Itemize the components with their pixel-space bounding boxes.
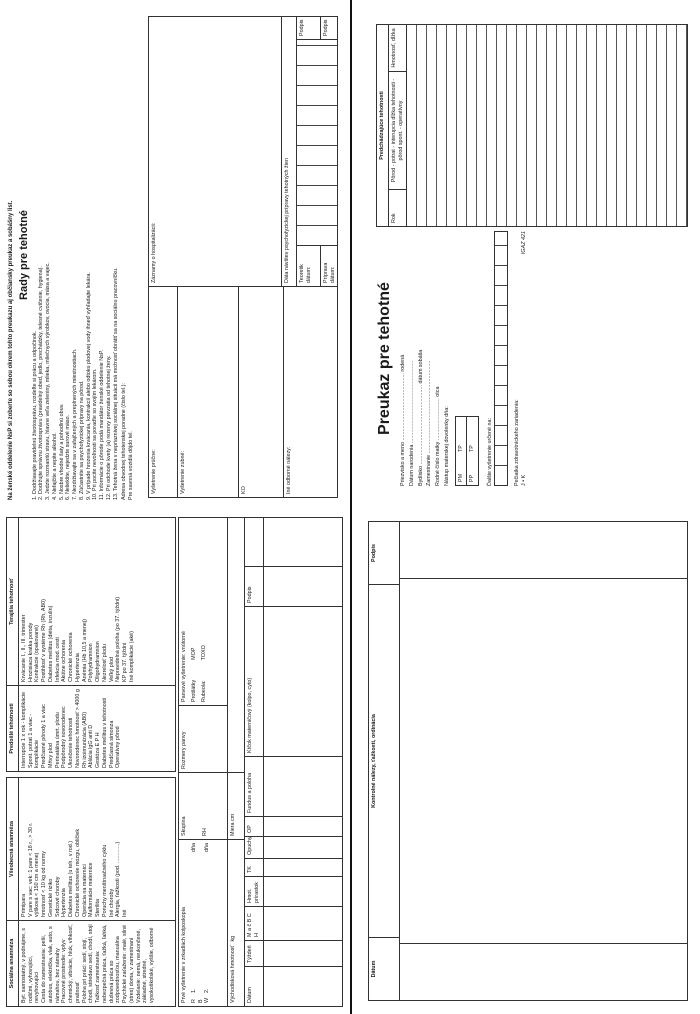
exam-table-header <box>245 518 264 1006</box>
pred-item: Interrupcie 1 x rok - komplikácie <box>20 691 27 768</box>
pred-item: Podpôrodný novorodenec <box>61 706 68 768</box>
pred-item: Novorodenec hmotnosť > 4000 g <box>74 689 81 768</box>
exam-col-cells <box>264 966 343 1006</box>
pred-item: Rh izoimunizácia (AB0) <box>81 711 88 768</box>
preukaz-field: Rodné číslo matky ............................ otca <box>435 386 441 486</box>
exam-form <box>148 16 338 498</box>
hospitalizacia-label: Záznamy o hospitalizácii: <box>149 17 282 286</box>
left-top-panel <box>0 0 350 507</box>
exam-col-cells <box>264 566 343 606</box>
pred-item: Operatívny pôrod <box>115 726 122 768</box>
tera-item: Veľký plod <box>108 657 115 682</box>
dalsie-label: Ďalšie vyšetrenie určené na: <box>487 417 493 486</box>
miera-label: Miera cm <box>228 772 244 839</box>
teoria-label: Teoretik dátum: <box>297 246 321 286</box>
podpis-label-2: Podpis <box>323 19 329 36</box>
gen-anamnesis-item: Srdcové choroby <box>54 876 61 917</box>
soc-anamnesis-item: Cesta do zamestnania: peši, autobus, električka, vlak, auto, s námahou, bez námahy <box>41 926 61 1003</box>
kg-label: kg <box>230 935 236 942</box>
pred-item: Predčasné pôrody 1 a viac <box>41 704 47 768</box>
tera-item: Iné komplikácie (aké) <box>128 631 135 682</box>
gen-anamnesis-item: Alergia, ťažkosti (pod. .............) <box>115 841 122 917</box>
tera-item: Hrozisiaca kratka porody <box>27 622 34 682</box>
preukaz-field: Nástup materskej dovolenky dňa: <box>443 406 450 486</box>
exam-col-header: Hmot. prírastok <box>245 876 263 906</box>
rule-item: 1. Dodržiavajte pravidelnú životosprávu, rozdeľte si prácu a odpočinok. <box>31 330 38 500</box>
rh-label: RH <box>201 828 208 836</box>
rule-item: 9. V prípade hrozenia krvácania, kontrakcií alebo odtoku plodovej vody ihneď vyhľadajte lekára. <box>85 272 92 500</box>
gen-anamnesis-item: Iné choroby <box>108 888 115 917</box>
preukaz-field: Dátum narodenia ....................................................... <box>408 360 415 486</box>
gen-anamnesis-item: Poruchy menštruačného cyklu <box>101 844 108 917</box>
tera-item: Chronické ochorenia <box>68 632 74 682</box>
r-label: R <box>190 999 197 1003</box>
gen-anamnesis-item: Primipara <box>20 893 27 917</box>
preukaz-field: Bydlisko ..................................................... dátum sobáša <box>417 349 424 486</box>
tera-item: Akútne ochorenia <box>61 640 68 682</box>
pred-item: Predčasná simonza <box>108 720 115 768</box>
control-datum-column <box>400 943 688 1000</box>
soc-anamnesis-title: Sociálna anamnéza <box>7 921 19 1006</box>
tera-item: Diabetes mellitus (diéta, inzulín) <box>47 605 54 682</box>
mop-label: MOP <box>190 647 197 660</box>
pred-title: Predošlé tehotnosti <box>7 686 19 771</box>
dalsie-grid <box>494 231 508 486</box>
soc-anamnesis-item: Byt: samostatný, v podnájme, s rodičmi, vyhovujúci, nevyhovujúci <box>20 928 41 1003</box>
soc-anamnesis-item: Poloha pri práci: sedí, stojí, chodí, striedavo sedí, chodí, stojí <box>81 924 95 1003</box>
pred-item: Mŕtvy plod <box>47 743 54 768</box>
rules-title: Rady pre tehotné <box>17 210 30 300</box>
soc-anamnesis-item: Pracovné prostredie: vplyv chemický, vibrácie, hluk, vlhkosť, prašnosť <box>61 924 81 1003</box>
control-nalezy-column <box>400 578 688 943</box>
soc-anamnesis-item: Vzdelanie: nemá, neukončené, základné, stredné, vysokoškolské, vyššie, odborné <box>135 927 155 1003</box>
anamnesis-section <box>6 777 176 1007</box>
ine-nalezy-label: Iné odborné nálezy: <box>286 446 292 494</box>
gen-anamnesis-item: Genetické riziko <box>47 878 54 917</box>
prev-col-porod: Pôrod - potrat - interupcia dĺžka tehotnosti - pôrod spont. - operatívny <box>389 71 407 189</box>
rule-item: 4. Nefajčite a nepite alkohol. <box>51 432 58 500</box>
gen-anamnesis-item: Diabetes mellitus (u teh., v rod.) <box>68 840 74 917</box>
gen-anamnesis-item: Sterilita <box>95 899 101 917</box>
pregnancy-history-section <box>6 517 176 772</box>
control-col-podpis: Podpis <box>371 544 377 562</box>
exam-col-header: Opuchy <box>245 836 263 858</box>
tp-label-1: TP <box>457 445 464 452</box>
form-code: IGAZ 421 <box>520 231 527 255</box>
tera-item: Kontrakcie (opakované) <box>34 625 41 682</box>
rule-item: 6. Nelieklite, nejedzte surové mäso. <box>65 414 72 500</box>
right-bottom-panel <box>352 507 700 1014</box>
gen-anamnesis-items <box>19 778 131 920</box>
first-exam-label: Prvé vyšetrenie v zrkadlách kolposkopia <box>181 907 187 1003</box>
rule-item: 8. Zúčastnite sa psychofyzickej prípravy na pôrod. <box>78 380 85 500</box>
exam-table-body <box>264 518 343 1006</box>
tera-items <box>19 518 138 685</box>
rule-item: 7. Nezdržiavajte sa v zafajčených a preplnených miestnostiach. <box>72 348 78 500</box>
gen-anamnesis-item: Malformácie maternice <box>88 862 95 917</box>
exam-col-cells <box>264 876 343 906</box>
exam-col-header: Fundus a poloha <box>245 756 263 816</box>
right-top-panel <box>352 0 700 507</box>
tera-item: Polyhydramnion <box>88 643 95 682</box>
jk-label: J • K <box>520 474 527 486</box>
exam-col-header: Dátum <box>245 966 263 1006</box>
priprava-label: Príprava dátum: <box>323 262 336 283</box>
gen-anamnesis-title: Všeobecná anamnéza <box>7 778 19 920</box>
pred-item: Ablácia lgG anti D <box>88 724 95 768</box>
podpis-label-1: Podpis <box>297 17 321 39</box>
tera-item: Krvácanie I., II., III. trimester <box>20 614 27 682</box>
protilatky-label: Protilátky <box>190 679 197 702</box>
rule-item: 3. Jedzte rozmanitú stravu, hlavne veľa zeleniny, mlieka, mliečnych výrobkov, ovocia, mäsa a vajec. <box>45 262 51 500</box>
control-col-nalezy: Kontrolné nálezy, ťažkosti, ordinácia <box>369 584 399 937</box>
exam-col-cells <box>264 816 343 836</box>
prev-col-rok: Rok <box>389 189 407 226</box>
exam-col-cells <box>264 756 343 816</box>
pred-item: Diabetes mellitus v tehotnosti <box>101 697 108 768</box>
prev-pregnancies-title: Predchádzajúce tehotnosti <box>377 25 389 226</box>
preukaz-field: Zamestnanie .............................................................. <box>426 360 433 486</box>
exam-col-cells <box>264 858 343 876</box>
exam-2: 2. <box>203 988 210 993</box>
exam-col-cells <box>264 906 343 940</box>
exam-col-header: Podpis <box>245 566 263 606</box>
exam-col-header: TK <box>245 858 263 876</box>
gen-anamnesis-item: Operácia na maternici <box>81 864 88 917</box>
exam-dna-2: dňa <box>203 843 210 852</box>
gen-anamnesis-item: Iné <box>122 909 128 917</box>
rules-footer-1: Adresa obvodnej tehotenskej poradne (čislo tel.): <box>121 383 128 500</box>
b-label: B <box>197 999 204 1003</box>
gen-anamnesis-item: V pare s vac: vek: 1 pare < 18 r., > 30 r. <box>27 822 34 917</box>
control-podpis-column <box>400 522 688 578</box>
soc-anamnesis-item: Tažkosť zamestnania: nebezpečná práca, ťažká, ľahká, duševná práca so zodpovednosťou, manuálna <box>95 924 122 1003</box>
rules-list <box>32 10 120 500</box>
rule-item: 10. Pri pocite nevoľnosti sa poraďte so svojím lekárom. <box>92 368 99 500</box>
preukaz-fields <box>400 231 451 486</box>
pred-item: Perinatálna úmrt. plodu <box>54 712 61 768</box>
pred-item: Spont. potrat 1 a viac - komplikácie <box>27 713 41 768</box>
control-col-datum: Dátum <box>369 937 399 1000</box>
exam-col-cells <box>264 940 343 966</box>
exam-dna-1: dňa <box>190 843 197 852</box>
exam-zubne-label: Vyšetrenie zubné: <box>178 287 239 497</box>
pm-label: PM <box>457 473 464 482</box>
pp-label: PP <box>469 474 476 482</box>
tera-item: Anémia (Hb 10,5 a menej) <box>81 619 88 682</box>
exam-col-header: M a č B C H <box>245 906 263 940</box>
prev-col-hmotnost: Hmotnosť, dĺžka <box>390 28 397 68</box>
preukaz-form <box>372 20 692 490</box>
vychodiska-label: Východisková hmotnosť <box>230 945 236 1003</box>
exam-table-section <box>178 517 343 1007</box>
tera-item: Postihlosť v systéme Rh (Rh, AB0) <box>41 599 47 682</box>
tera-title: Terajšia tehotnosť <box>7 518 19 685</box>
ko-label: KO <box>239 287 284 497</box>
rules-footer-2: Pre savnná vozidlá dôjdo tel. <box>128 431 134 500</box>
gen-anamnesis-item: výšková < 150 cm a menej <box>34 853 41 917</box>
intro-text: Na ženské oddelenie NsP si zoberte so sebou okrem tohto preukazu aj občiansky preukaz a sobášny list. <box>8 200 14 500</box>
soc-anamnesis-item: Psychické zaťaženie: malé, silné (stres) doma, v zamestnaní <box>122 924 135 1003</box>
rubeola-label: Rubeola: <box>200 680 207 702</box>
psycho-grid <box>297 40 337 245</box>
rule-item: 13. Tehotná žena v nepriaznivej sociálnej situácii má možnosť obrátiť sa na sociálnu pracovníčku. <box>112 267 119 500</box>
exam-col-cells <box>264 836 343 858</box>
tera-item: Nezrelosť plodu <box>101 644 108 682</box>
rule-item: 12. Pri odchode kvety (a) rezervy prevzatia od tehotnej ženy. <box>105 355 112 500</box>
gen-anamnesis-item: Chronické ochorenie mozgu, obličiek <box>74 828 81 917</box>
exam-prve-label: Vyšetrenie prúčne: <box>149 287 178 497</box>
tera-item: Oligohydramnion <box>95 641 101 682</box>
rules-section <box>8 10 134 500</box>
w-label: W <box>204 997 211 1003</box>
pred-items <box>19 686 124 771</box>
preukaz-field: Priezvisko a meno ............................................. rodená <box>400 354 406 486</box>
control-table <box>368 521 688 1001</box>
exam-col-cells <box>264 606 343 756</box>
tp-label-2: TP <box>469 445 476 452</box>
preukaz-title: Preukaz pre tehotné <box>376 282 393 435</box>
rule-item: 2. Dodržujte správnu životosprávu (pravidelný obed, jedlo, prechádzky, telesné cvičenie, hygiena). <box>38 266 45 500</box>
rozmery-label: Rozmery panvy <box>181 731 187 769</box>
exam-col-header: Týždeň <box>245 940 263 966</box>
tera-item: Nepravidelná poloha (po 37. týždni) <box>115 596 122 682</box>
psycho-title: Dáta návštev psychofyzickej prípravy tehotných žien <box>284 158 290 283</box>
exam-col-header: OP <box>245 816 263 836</box>
skupina-label: Skupina <box>181 816 187 836</box>
left-bottom-panel <box>0 507 350 1014</box>
toxo-label: TOXO <box>200 645 207 661</box>
exam-1: 1. <box>190 988 197 993</box>
tera-item: Infekcia mod. cesti <box>54 637 61 682</box>
soc-anamnesis-items <box>19 921 158 1006</box>
pred-item: Ukončenie tehotnosti <box>68 717 74 768</box>
rule-item: 11. Informácie o pôrode podá mandátor ženské oddelenie NsP. <box>99 349 105 500</box>
gen-anamnesis-item: hmotnosť < 10 kg od normy <box>41 851 47 917</box>
tera-item: Hypertenzia <box>74 653 81 682</box>
tera-item: KP po 37. týždni <box>122 642 128 682</box>
panvove-label: Panvové vyšetrenie: vnútorné <box>181 630 187 702</box>
peciatka-label: Pečiatka zdravotníckeho zariadenia: <box>513 399 520 486</box>
rule-item: 5. Nosbre vhodné šaty a pohodlnú obuv. <box>58 403 65 500</box>
exam-col-header: Kŕčok materničový (kolpo, cyto) <box>245 606 263 756</box>
prev-pregnancies-rows <box>407 25 687 226</box>
gen-anamnesis-item: Hypertenzia <box>61 888 68 917</box>
pred-item: Gestóza E P H <box>95 732 101 768</box>
